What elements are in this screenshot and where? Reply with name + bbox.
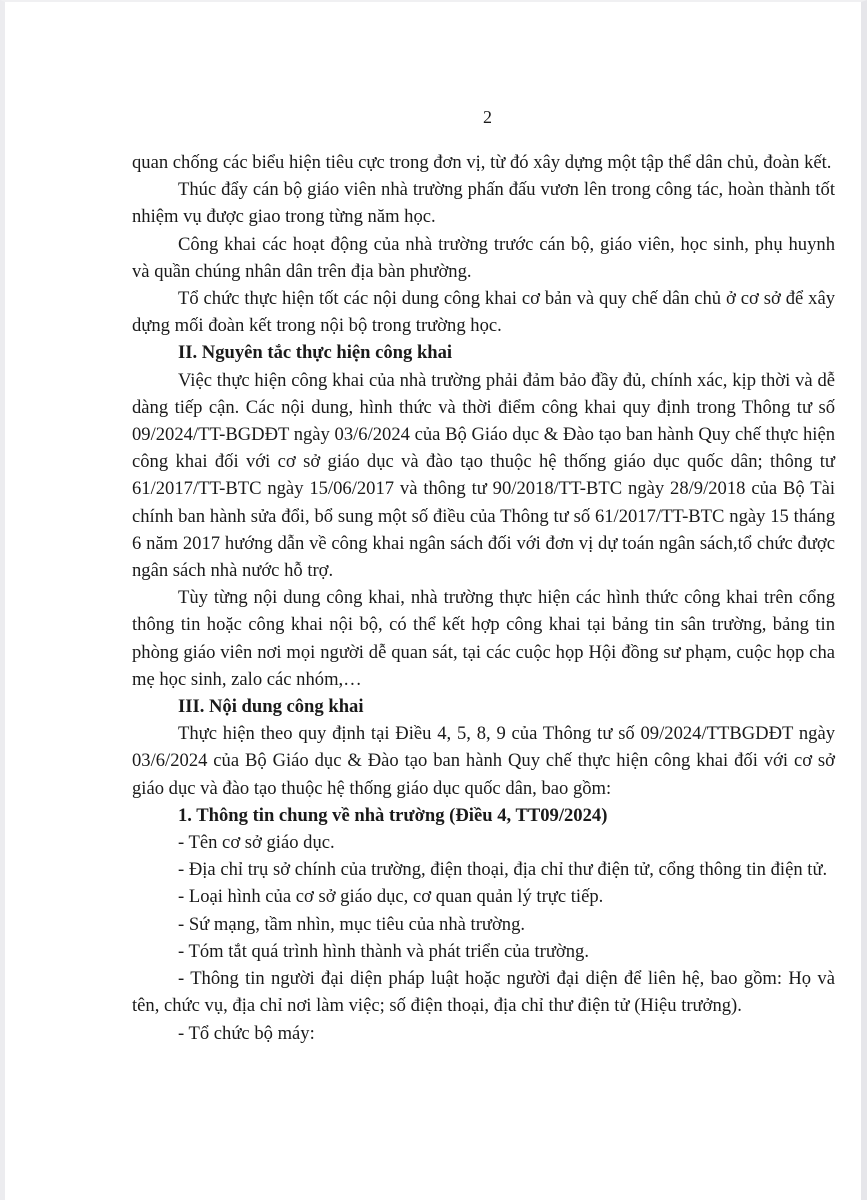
paragraph: Công khai các hoạt động của nhà trường trước cán bộ, giáo viên, học sinh, phụ huynh và quần chúng nhân dân trên địa bàn phường. xyxy=(132,233,835,282)
list-item: - Tóm tắt quá trình hình thành và phát triển của trường. xyxy=(178,940,589,962)
page-number: 2 xyxy=(483,107,492,127)
list-item: - Tổ chức bộ máy: xyxy=(178,1022,315,1044)
paragraph: Việc thực hiện công khai của nhà trường phải đảm bảo đầy đủ, chính xác, kịp thời và dễ dàng tiếp cận. Các nội dung, hình thức và thời điểm công khai quy định trong Thông tư số 09/2024/TT-BGDĐT ngày 03/6/2024 của Bộ Giáo dục & Đào tạo ban hành Quy chế thực hiện công khai đối với cơ sở giáo dục và đào tạo thuộc hệ thống giáo dục quốc dân; thông tư 61/2017/TT-BTC ngày 15/06/2017 và thông tư 90/2018/TT-BTC ngày 28/9/2018 của Bộ Tài chính ban hành sửa đổi, bổ sung một số điều của Thông tư số 61/2017/TT-BTC ngày 15 tháng 6 năm 2017 hướng dẫn về công khai ngân sách đối với đơn vị dự toán ngân sách,tổ chức được ngân sách nhà nước hỗ trợ. xyxy=(132,369,835,582)
list-item: - Địa chỉ trụ sở chính của trường, điện thoại, địa chỉ thư điện tử, cổng thông tin điện tử. xyxy=(178,859,828,881)
paragraph-continuation: quan chống các biểu hiện tiêu cực trong đơn vị, từ đó xây dựng một tập thể dân chủ, đoàn kết. xyxy=(132,152,832,173)
section-heading-content: III. Nội dung công khai xyxy=(178,696,364,718)
list-item: - Loại hình của cơ sở giáo dục, cơ quan quản lý trực tiếp. xyxy=(178,886,604,908)
paragraph: Tùy từng nội dung công khai, nhà trường thực hiện các hình thức công khai trên cổng thông tin hoặc công khai nội bộ, có thể kết hợp công khai tại bảng tin sân trường, bảng tin phòng giáo viên nơi mọi người dễ quan sát, tại các cuộc họp Hội đồng sư phạm, cuộc họp cha mẹ học sinh, zalo các nhóm,… xyxy=(132,587,835,690)
list-item: - Thông tin người đại diện pháp luật hoặc người đại diện để liên hệ, bao gồm: Họ và tên, chức vụ, địa chỉ nơi làm việc; số điện thoại, địa chỉ thư điện tử (Hiệu trưởng). xyxy=(132,968,835,1017)
list-item: - Sứ mạng, tầm nhìn, mục tiêu của nhà trường. xyxy=(178,913,526,935)
subsection-heading-general-info: 1. Thông tin chung về nhà trường (Điều 4, TT09/2024) xyxy=(178,804,608,826)
paragraph: Tổ chức thực hiện tốt các nội dung công khai cơ bản và quy chế dân chủ ở cơ sở để xây dựng mối đoàn kết trong nội bộ trong trường học. xyxy=(132,288,835,337)
list-item: - Tên cơ sở giáo dục. xyxy=(178,832,335,854)
paragraph: Thực hiện theo quy định tại Điều 4, 5, 8, 9 của Thông tư số 09/2024/TTBGDĐT ngày 03/6/2024 của Bộ Giáo dục & Đào tạo ban hành Quy chế thực hiện công khai đối với cơ sở giáo dục và đào tạo thuộc hệ thống giáo dục quốc dân, bao gồm: xyxy=(132,723,835,799)
paragraph: Thúc đẩy cán bộ giáo viên nhà trường phấn đấu vươn lên trong công tác, hoàn thành tốt nhiệm vụ được giao trong từng năm học. xyxy=(132,179,835,228)
page-content xyxy=(132,97,835,1047)
section-heading-principles: II. Nguyên tắc thực hiện công khai xyxy=(178,342,453,364)
